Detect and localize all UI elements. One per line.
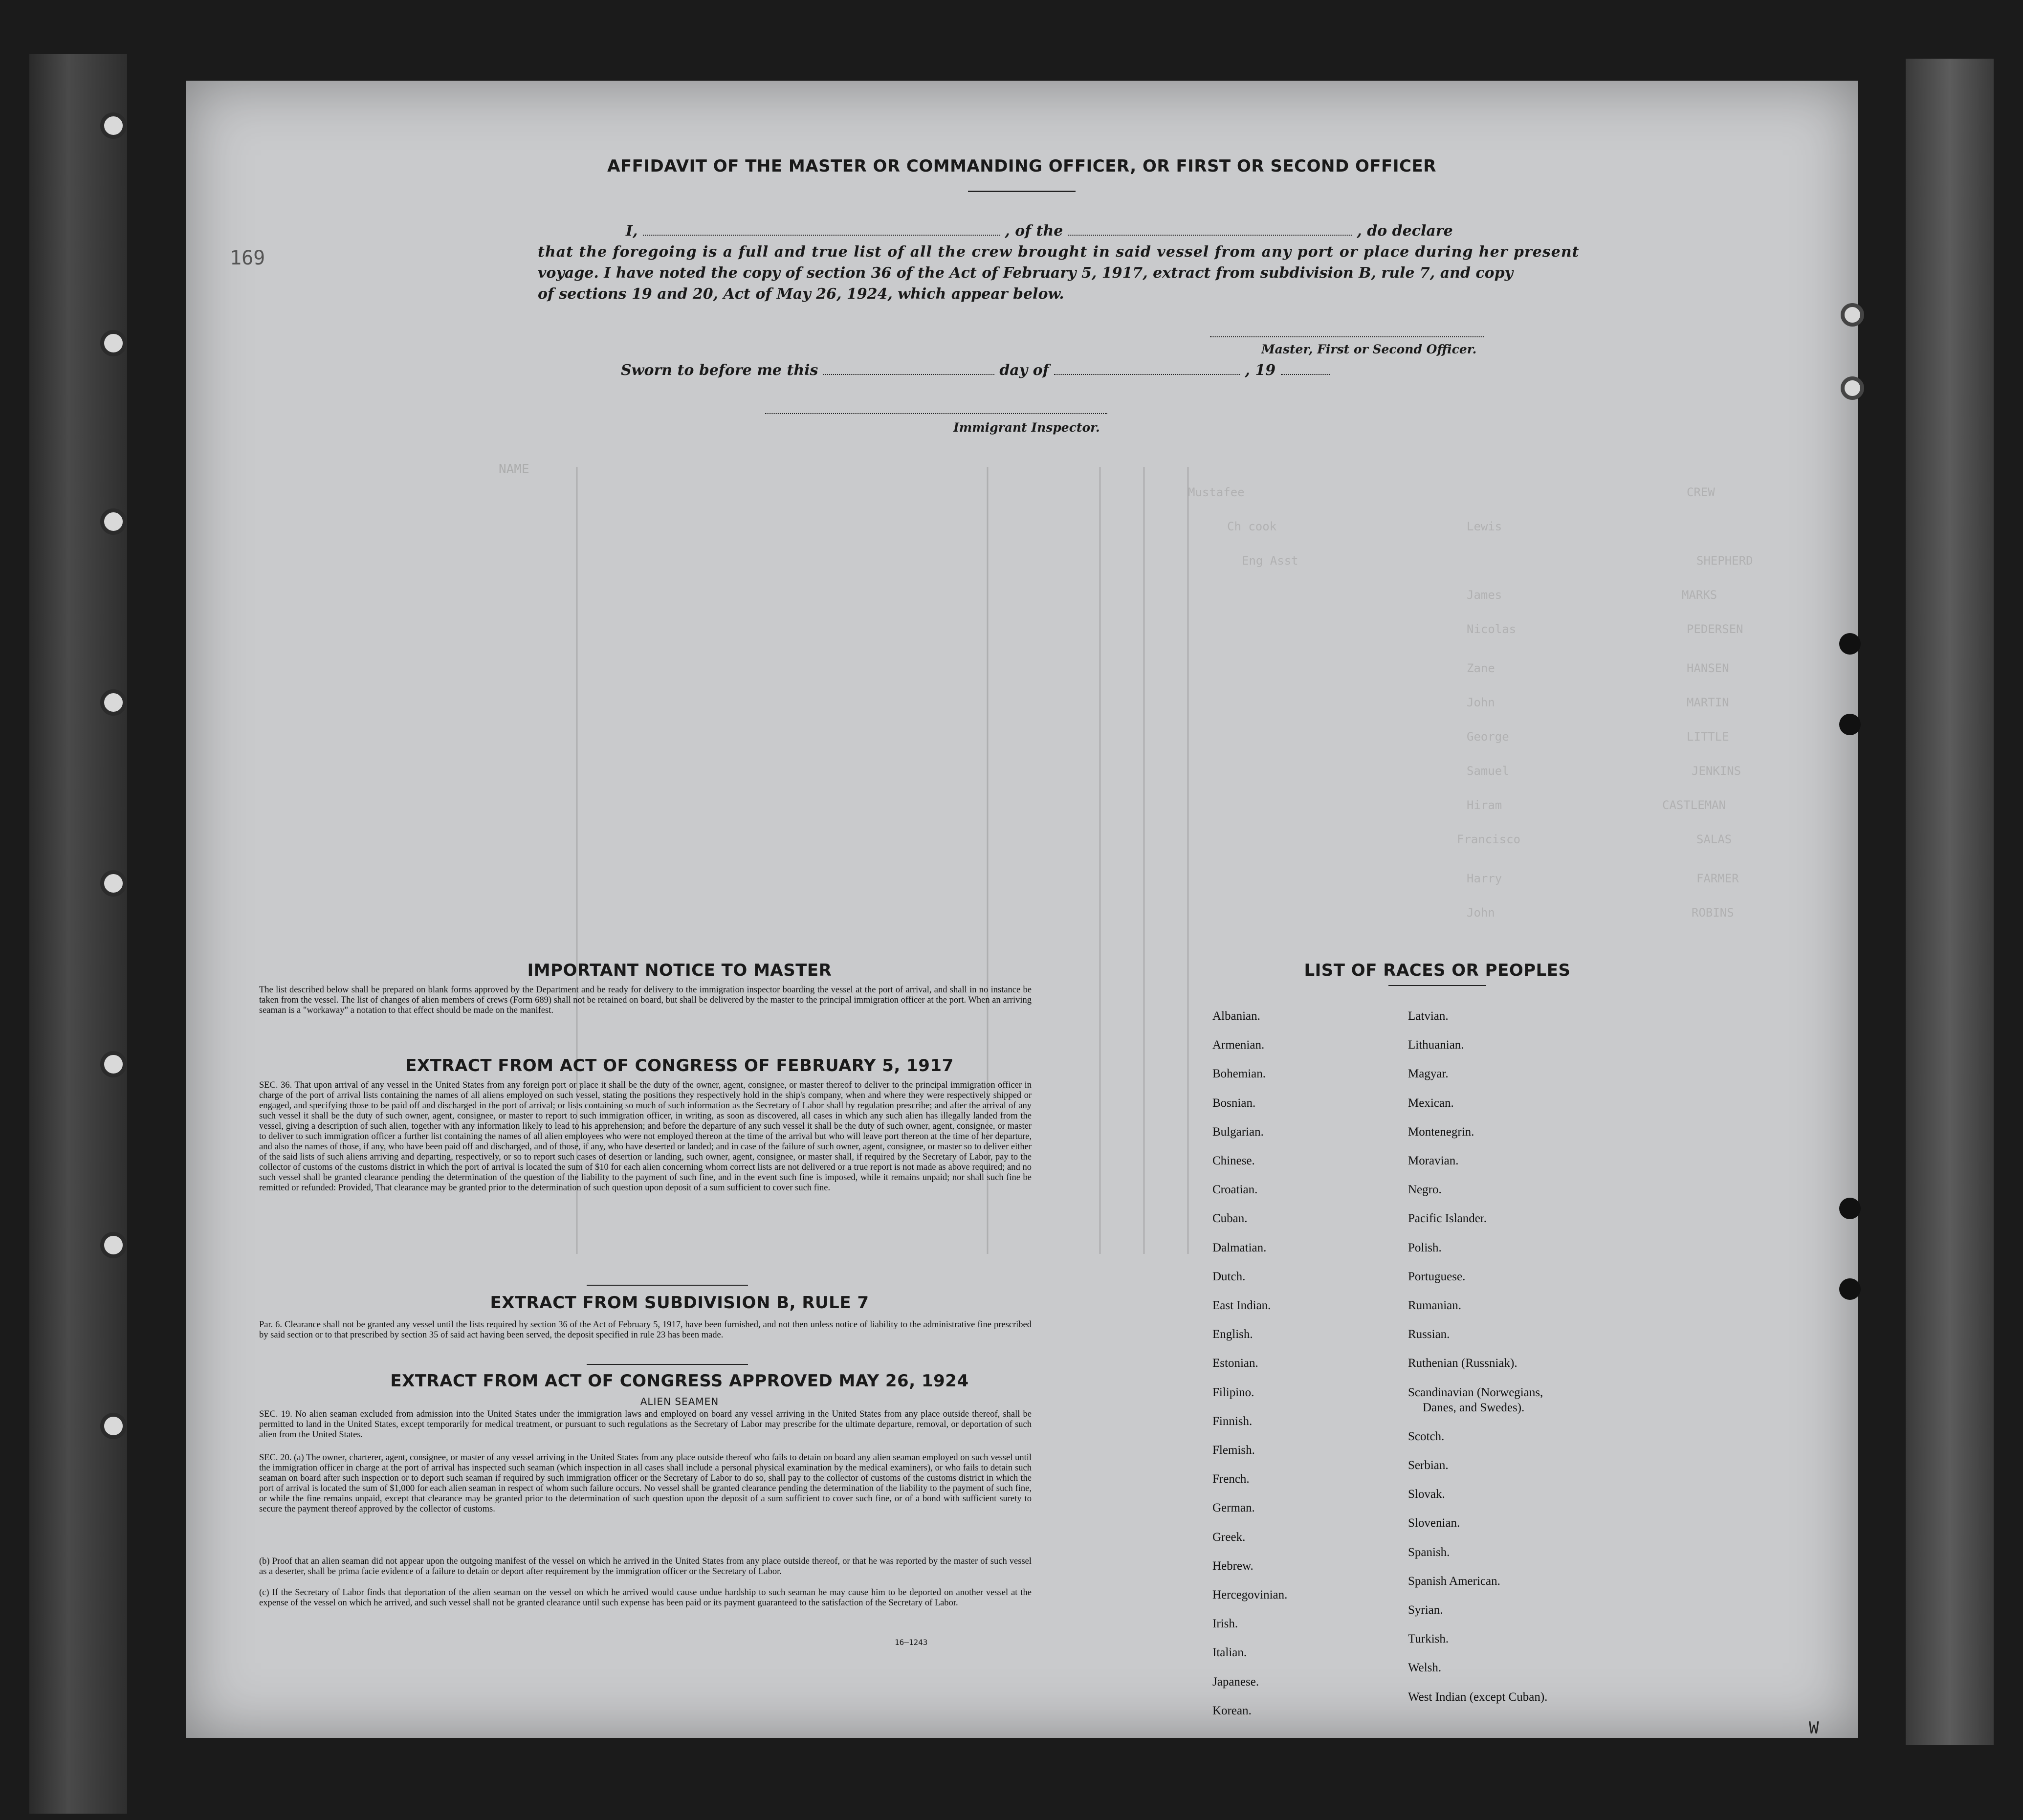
punch-hole-icon [1839, 714, 1861, 735]
race-item: Slovak. [1408, 1488, 1445, 1501]
svg-text:Samuel: Samuel [1467, 764, 1509, 778]
race-item: Turkish. [1408, 1632, 1449, 1646]
race-item: Flemish. [1212, 1444, 1255, 1457]
document-page [186, 81, 1858, 1738]
sec20c-body: (c) If the Secretary of Labor finds that deportation of the alien seaman on the vessel on which he arrived would cause undue hardship to such seaman he may cause him to be deported on another vessel at the expense of the vessel on which he arrived, and such vessel shall not be granted clearance until such expense has been paid or its payment guaranteed to the satisfaction of the Secretary of Labor. [259, 1588, 1032, 1608]
race-item: West Indian (except Cuban). [1408, 1690, 1548, 1704]
race-item: Serbian. [1408, 1459, 1449, 1472]
sec20b-body: (b) Proof that an alien seaman did not appear upon the outgoing manifest of the vessel on which he arrived in the United States from any place outside thereof, or that he was reported by the master of such vessel as a deserter, shall be prima facie evidence of a failure to detain or deport after requirement by the immigration officer or the Secretary of Labor. [259, 1557, 1032, 1577]
declarant-name-blank [643, 225, 1000, 236]
punch-hole-icon [1841, 303, 1864, 327]
binding-hole-icon [100, 689, 127, 716]
binding-hole-icon [100, 870, 127, 897]
race-item: Slovenian. [1408, 1516, 1460, 1530]
margin-handwritten-mark: W [1809, 1718, 1819, 1738]
affidavit-line3: voyage. I have noted the copy of section 36 of the Act of February 5, 1917, extract from subdivision B, rule 7, and copy [538, 264, 1514, 282]
affidavit-line4: of sections 19 and 20, Act of May 26, 1924, which appear below. [538, 285, 1064, 303]
svg-text:Mustafee: Mustafee [1188, 485, 1245, 499]
race-item: Chinese. [1212, 1154, 1255, 1167]
binding-hole-icon [100, 330, 127, 356]
race-item: Italian. [1212, 1646, 1247, 1660]
affidavit-line2: that the foregoing is a full and true list of all the crew brought in said vessel from any port or place during her present [538, 243, 1580, 261]
race-item: Lithuanian. [1408, 1038, 1464, 1052]
race-item: Montenegrin. [1408, 1125, 1474, 1139]
sworn-day-of-label: day of [999, 362, 1049, 379]
svg-text:SHEPHERD: SHEPHERD [1696, 554, 1753, 568]
rule7-body: Par. 6. Clearance shall not be granted any vessel until the lists required by section 36 of the Act of February 5, 1917, have been furnished, and not then unless notice of liability to the administrative fine prescribed by said section or to that prescribed by section 35 of said act having been served, the deposit specified in rule 23 has been made. [259, 1320, 1032, 1340]
punch-hole-icon [1839, 1278, 1861, 1300]
master-signature-label: Master, First or Second Officer. [1261, 342, 1477, 356]
sec20a-body: SEC. 20. (a) The owner, charterer, agent, consignee, or master of any vessel arriving in the United States from any place outside thereof who fails to detain on board any alien seaman employed on such vessel until the immigration officer in charge at the port of arrival has inspected such seaman (which inspection in all cases shall include a personal physical examination by the medical examiners), or who fails to detain such seaman on board after such inspection or to deport such seaman if required by such immigration officer or the Secretary of Labor to do so, shall pay to the collector of customs of the customs district in which the port of arrival is located the sum of $1,000 for each alien seaman in respect of whom such failure occurs. No vessel shall be granted clearance pending the determination of the liability to the payment of such fine, or while the fine remains unpaid, except that clearance may be granted prior to the determination of such question upon the deposit of a sum sufficient to cover such fine, or of a bond with sufficient surety to secure the payment thereof approved by the collector of customs. [259, 1453, 1032, 1514]
race-item: Hebrew. [1212, 1559, 1253, 1573]
binding-hole-icon [100, 1413, 127, 1439]
svg-text:CREW: CREW [1687, 485, 1715, 499]
svg-text:Ch cook: Ch cook [1227, 520, 1277, 533]
race-item: Danes, and Swedes). [1423, 1401, 1525, 1414]
svg-text:MARTIN: MARTIN [1687, 696, 1729, 709]
race-item: Ruthenian (Russniak). [1408, 1357, 1517, 1370]
svg-text:MARKS: MARKS [1682, 588, 1717, 602]
affidavit-of-the-label: , of the [1005, 222, 1063, 240]
inspector-signature-line [765, 413, 1107, 414]
race-item: Bulgarian. [1212, 1125, 1264, 1139]
sworn-month-blank [1054, 364, 1240, 375]
svg-text:Francisco: Francisco [1457, 833, 1521, 846]
race-item: Filipino. [1212, 1385, 1254, 1399]
notice-title: IMPORTANT NOTICE TO MASTER [527, 961, 832, 980]
race-item: Korean. [1212, 1704, 1252, 1717]
svg-text:George: George [1467, 730, 1509, 744]
race-item: Bohemian. [1212, 1067, 1266, 1081]
svg-text:Nicolas: Nicolas [1467, 622, 1517, 636]
svg-text:HANSEN: HANSEN [1687, 661, 1729, 675]
svg-text:JENKINS: JENKINS [1692, 764, 1741, 778]
section-rule [587, 1285, 748, 1286]
film-strip-left [29, 54, 127, 1814]
race-item: Dalmatian. [1212, 1241, 1267, 1254]
race-item: Scandinavian (Norwegians, [1408, 1385, 1543, 1399]
race-item: Polish. [1408, 1241, 1442, 1254]
race-item: Welsh. [1408, 1661, 1442, 1675]
race-item: Greek. [1212, 1530, 1246, 1544]
svg-text:John: John [1467, 696, 1495, 709]
punch-hole-icon [1841, 376, 1864, 400]
binding-hole-icon [100, 112, 127, 139]
sworn-year-blank [1281, 364, 1330, 375]
svg-text:Eng Asst: Eng Asst [1242, 554, 1298, 568]
svg-text:Hiram: Hiram [1467, 798, 1502, 812]
race-item: English. [1212, 1328, 1253, 1341]
race-item: Magyar. [1408, 1067, 1449, 1081]
alien-seamen-subtitle: ALIEN SEAMEN [640, 1396, 719, 1407]
vessel-name-blank [1068, 225, 1352, 236]
form-number: 16—1243 [895, 1638, 928, 1647]
race-item: Albanian. [1212, 1009, 1260, 1023]
affidavit-declare-label: , do declare [1357, 222, 1453, 240]
race-item: Portuguese. [1408, 1270, 1466, 1283]
races-title: LIST OF RACES OR PEOPLES [1304, 961, 1571, 980]
race-item: German. [1212, 1501, 1255, 1515]
races-title-rule [1388, 985, 1486, 986]
punch-hole-icon [1839, 633, 1861, 655]
race-item: Bosnian. [1212, 1096, 1256, 1110]
race-item: Dutch. [1212, 1270, 1246, 1283]
svg-text:PEDERSEN: PEDERSEN [1687, 622, 1743, 636]
binding-hole-icon [100, 508, 127, 535]
race-item: Syrian. [1408, 1603, 1443, 1617]
svg-text:SALAS: SALAS [1696, 833, 1732, 846]
section-rule [587, 1364, 748, 1365]
race-item: Latvian. [1408, 1009, 1449, 1023]
bleed-through-text: NAME [499, 462, 1547, 477]
title-rule [968, 191, 1076, 192]
race-item: Spanish. [1408, 1545, 1450, 1559]
race-item: Armenian. [1212, 1038, 1265, 1052]
svg-text:James: James [1467, 588, 1502, 602]
race-item: Estonian. [1212, 1357, 1258, 1370]
rule7-title: EXTRACT FROM SUBDIVISION B, RULE 7 [490, 1293, 869, 1313]
svg-text:CASTLEMAN: CASTLEMAN [1662, 798, 1726, 812]
race-item: Mexican. [1408, 1096, 1454, 1110]
race-item: Moravian. [1408, 1154, 1459, 1167]
sworn-prefix: Sworn to before me this [621, 362, 818, 379]
svg-text:John: John [1467, 906, 1495, 920]
notice-body: The list described below shall be prepared on blank forms approved by the Department and be ready for delivery to the immigration inspector boarding the vessel at the port of arrival, and shall in no instance be taken from the vessel. The list of changes of alien members of crews (Form 689) shall not be retained on board, but shall be delivered by the master to the principal immigration officer at the port. When an arriving seaman is a "workaway" a notation to that effect should be made on the manifest. [259, 985, 1032, 1015]
affidavit-title: AFFIDAVIT OF THE MASTER OR COMMANDING OFFICER, OR FIRST OR SECOND OFFICER [607, 156, 1436, 176]
binding-hole-icon [100, 1232, 127, 1258]
race-item: Rumanian. [1408, 1299, 1462, 1312]
race-item: Japanese. [1212, 1675, 1259, 1688]
extract-1917-title: EXTRACT FROM ACT OF CONGRESS OF FEBRUARY 5, 1917 [405, 1056, 954, 1075]
svg-text:Lewis: Lewis [1467, 520, 1502, 533]
margin-number: 169 [230, 247, 265, 269]
film-strip-right [1906, 59, 1994, 1745]
race-item: Negro. [1408, 1183, 1442, 1197]
affidavit-declarant-line [626, 222, 1453, 240]
extract-1924-title: EXTRACT FROM ACT OF CONGRESS APPROVED MAY 26, 1924 [390, 1371, 969, 1391]
sworn-year-label: , 19 [1245, 362, 1276, 379]
binding-hole-icon [100, 1051, 127, 1077]
race-item: Cuban. [1212, 1212, 1248, 1226]
extract-1917-body: SEC. 36. That upon arrival of any vessel in the United States from any foreign port or place it shall be the duty of the owner, agent, consignee, or master thereof to deliver to the principal immigration officer in charge of the port of arrival lists containing the names of all aliens employed on such vessel, stating the positions they respectively hold in the ship's company, when and where they were respectively shipped or engaged, and specifying those to be paid off and discharged in the port of arrival; or lists containing so much of such information as the Secretary of Labor shall by regulation prescribe; and after the arrival of any such vessel it shall be the duty of such owner, agent, consignee, or master to report to such immigration officer, in writing, as soon as discovered, all cases in which any such alien has illegally landed from the vessel, giving a description of such alien, together with any information likely to lead to his apprehension; and before the departure of any such vessel it shall be the duty of such owner, agent, consignee, or master to deliver to such immigration officer a further list containing the names of all alien employees who were not employed thereon at the time of the arrival but who will leave port thereon at the time of her departure, and also the names of those, if any, who have been paid off and discharged, and of those, if any, who have deserted or landed; and in case of the failure of such owner, agent, consignee, or master so to deliver either of the said lists of such aliens arriving and departing, respectively, or so to report such cases of desertion or landing, such owner, agent, consignee, or master shall, if required by the Secretary of Labor, pay to the collector of customs of the customs district in which the port of arrival is located the sum of $10 for each alien concerning whom correct lists are not delivered or a true report is not made as above required; and no such vessel shall be granted clearance pending the determination of the question of the liability to the payment of such fine, and in the event such fine is imposed, while it remains unpaid; nor shall such fine be remitted or refunded: Provided, That clearance may be granted prior to the determination of such question upon deposit of a sum sufficient to cover such fine. [259, 1080, 1032, 1193]
race-item: Russian. [1408, 1328, 1450, 1341]
race-item: Irish. [1212, 1617, 1238, 1631]
svg-text:LITTLE: LITTLE [1687, 730, 1729, 744]
race-item: Croatian. [1212, 1183, 1258, 1197]
inspector-label: Immigrant Inspector. [953, 420, 1100, 435]
punch-hole-icon [1839, 1198, 1861, 1219]
sec19-body: SEC. 19. No alien seaman excluded from admission into the United States under the immigration laws and employed on board any vessel arriving in the United States from any place outside thereof, shall be permitted to land in the United States, except temporarily for medical treatment, or pursuant to such regulations as the Secretary of Labor may prescribe for the ultimate departure, removal, or deportation of such alien from the United States. [259, 1409, 1032, 1440]
svg-text:Zane: Zane [1467, 661, 1495, 675]
affidavit-i-label: I, [626, 222, 638, 240]
svg-text:FARMER: FARMER [1696, 872, 1739, 885]
race-item: Spanish American. [1408, 1574, 1500, 1588]
svg-text:Harry: Harry [1467, 872, 1502, 885]
svg-text:ROBINS: ROBINS [1692, 906, 1734, 920]
sworn-day-blank [823, 364, 994, 375]
race-item: Pacific Islander. [1408, 1212, 1487, 1226]
race-item: Scotch. [1408, 1429, 1445, 1443]
master-signature-line [1210, 336, 1484, 337]
race-item: French. [1212, 1472, 1250, 1486]
sworn-line [621, 362, 1330, 379]
race-item: Finnish. [1212, 1414, 1253, 1428]
race-item: Hercegovinian. [1212, 1588, 1288, 1601]
race-item: East Indian. [1212, 1299, 1271, 1312]
